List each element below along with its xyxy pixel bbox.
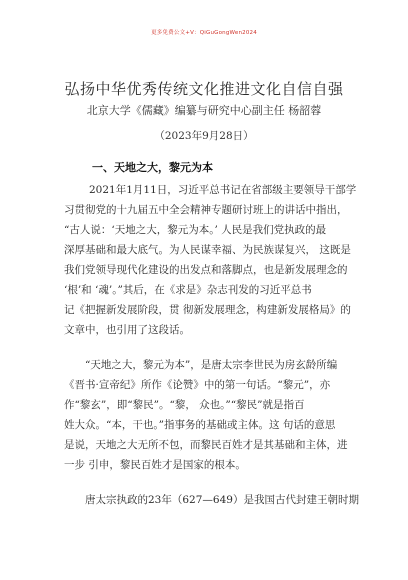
date-line: （2023年9月28日） [154, 130, 254, 142]
body-line: 2021年1月11日，习近平总书记在省部级主要领导干部学 [89, 184, 357, 196]
body-line: 文章中，也引用了这段话。 [64, 324, 190, 336]
body-line: 作“黎玄”，即“黎民”。“黎， 众也。”“黎民”就是指百 [64, 399, 305, 411]
author-line: 北京大学《儒藏》编纂与研究中心副主任 杨韶蓉 [86, 104, 322, 117]
body-line: “古人说：‘天地之大，黎元为本。’ 人民是我们党执政的最 [64, 224, 327, 236]
watermark-text: 更多免费公文+V：QiGuGongWen2024 [151, 30, 257, 36]
section-heading: 一、天地之大，黎元为本 [92, 161, 213, 174]
body-line: 姓大众。“本，干也。”指事务的基础或主体。这 句话的意思 [64, 419, 336, 431]
body-line: 唐太宗执政的23年（627—649）是我国古代封建王朝时期 [85, 494, 359, 506]
body-line: 记《把握新发展阶段，贯 彻新发展理念，构建新发展格局》的 [64, 304, 351, 316]
body-line: 深厚基础和最大底气。为人民谋幸福、为民族谋复兴， 这既是 [64, 244, 351, 256]
body-line: 是说，天地之大无所不包，而黎民百姓才是其基础和主体，进 [64, 439, 348, 451]
body-line: 我们党领导现代化建设的出发点和落脚点，也是新发展理念的 [64, 264, 348, 276]
body-line: “天地之大，黎元为本”，是唐太宗李世民为房玄龄所编 [85, 359, 338, 371]
page-title: 弘扬中华优秀传统文化推进文化自信自强 [64, 80, 344, 98]
body-line: ‘根’和 ‘魂’。”其后，在《求是》杂志刊发的习近平总书 [64, 284, 312, 296]
body-line: 习贯彻党的十九届五中全会精神专题研讨班上的讲话中指出， [64, 204, 348, 216]
body-line: 一步 引申，黎民百姓才是国家的根本。 [64, 459, 246, 471]
body-line: 《晋书·宣帝纪》所作《论赞》中的第一句话。“黎元”，亦 [64, 379, 331, 391]
